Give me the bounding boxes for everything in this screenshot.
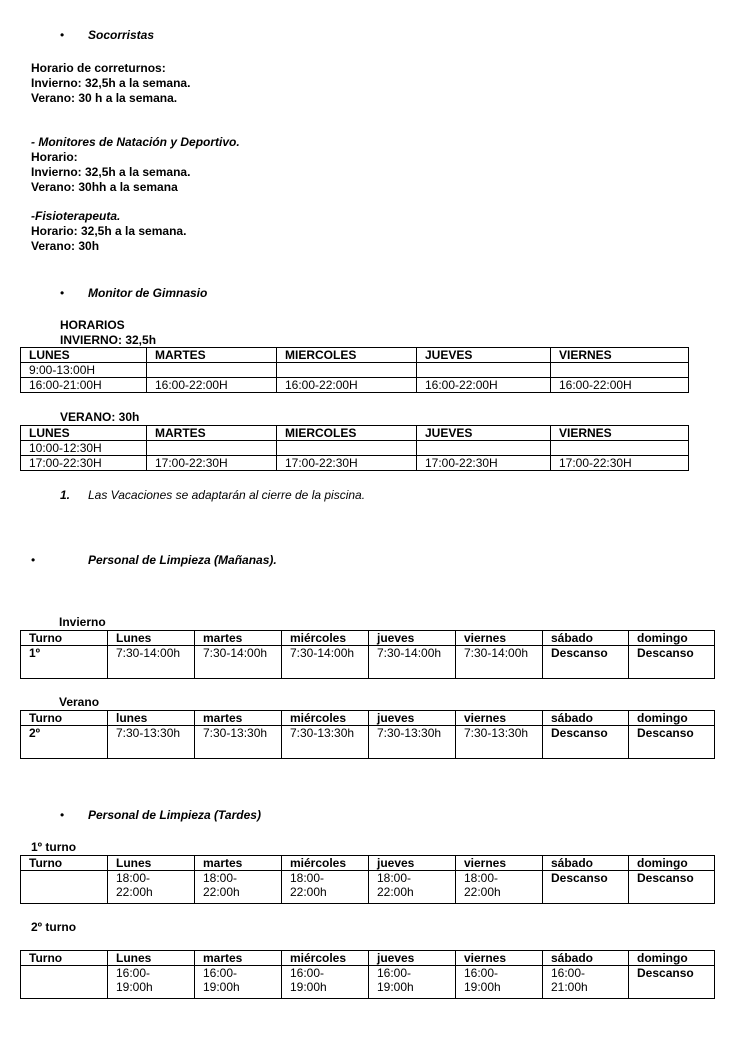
table-header-cell: MARTES — [147, 426, 277, 441]
table-cell: 7:30-13:30h — [108, 726, 195, 759]
table-header-cell: domingo — [629, 951, 715, 966]
table-cell: 7:30-13:30h — [282, 726, 369, 759]
table-cell: 16:00-22:00H — [417, 378, 551, 393]
table-cell: 18:00- 22:00h — [282, 871, 369, 904]
table-header-cell: JUEVES — [417, 426, 551, 441]
table-cell: 18:00- 22:00h — [195, 871, 282, 904]
table-cell — [277, 441, 417, 456]
section-title: Personal de Limpieza (Tardes) — [88, 808, 261, 822]
bullet-icon: • — [60, 808, 65, 822]
table-header-cell: miércoles — [282, 631, 369, 646]
table-cell: 2º — [21, 726, 108, 759]
table-header-cell: miércoles — [282, 951, 369, 966]
table-header-cell: LUNES — [21, 348, 147, 363]
table-header-cell: martes — [195, 856, 282, 871]
table-header-cell: Lunes — [108, 951, 195, 966]
table-cell: 7:30-13:30h — [195, 726, 282, 759]
turno1-label: 1º turno — [31, 840, 77, 854]
table-cell — [147, 441, 277, 456]
table-cell: Descanso — [543, 646, 629, 679]
table-row — [21, 441, 689, 456]
table-cell: 16:00- 19:00h — [195, 966, 282, 999]
table-header-cell: MIERCOLES — [277, 426, 417, 441]
table-cell: 1º — [21, 646, 108, 679]
bullet-icon: • — [60, 286, 65, 300]
table-cell: 7:30-14:00h — [282, 646, 369, 679]
table-cell: Descanso — [629, 966, 715, 999]
table-header-cell: miércoles — [282, 711, 369, 726]
table-header-row — [21, 711, 715, 726]
table-header-cell: sábado — [543, 631, 629, 646]
note-number: 1. — [60, 488, 71, 502]
table-row — [21, 966, 715, 999]
text-line: Horario: — [31, 150, 78, 164]
limpieza-tarde-turno1-table — [20, 855, 715, 904]
table-header-cell: jueves — [369, 856, 456, 871]
table-header-cell: Turno — [21, 711, 108, 726]
table-header-cell: domingo — [629, 856, 715, 871]
table-cell — [147, 363, 277, 378]
table-cell: 18:00- 22:00h — [456, 871, 543, 904]
vacaciones-note — [60, 488, 366, 502]
table-header-cell: viernes — [456, 951, 543, 966]
text-line: Verano: 30h — [31, 239, 100, 253]
table-row — [21, 456, 689, 471]
table-header-cell: Lunes — [108, 856, 195, 871]
table-cell: 9:00-13:00H — [21, 363, 147, 378]
table-row — [21, 871, 715, 904]
table-header-row — [21, 348, 689, 363]
table-cell: 17:00-22:30H — [417, 456, 551, 471]
text-line: Invierno: 32,5h a la semana. — [31, 165, 191, 179]
table-cell: 7:30-14:00h — [456, 646, 543, 679]
text-line: Horario: 32,5h a la semana. — [31, 224, 187, 238]
table-cell — [417, 441, 551, 456]
table-header-cell: domingo — [629, 631, 715, 646]
table-header-cell: VIERNES — [551, 426, 689, 441]
gimnasio-verano-table — [20, 425, 689, 471]
table-cell: 10:00-12:30H — [21, 441, 147, 456]
text-line: Horario de correturnos: — [31, 61, 166, 75]
bullet-icon: • — [60, 28, 65, 42]
table-cell — [21, 966, 108, 999]
table-cell: 17:00-22:30H — [277, 456, 417, 471]
table-header-cell: Turno — [21, 856, 108, 871]
table-header-cell: LUNES — [21, 426, 147, 441]
table-row — [21, 363, 689, 378]
table-header-row — [21, 856, 715, 871]
table-header-cell: domingo — [629, 711, 715, 726]
table-header-cell: viernes — [456, 711, 543, 726]
table-header-row — [21, 631, 715, 646]
table-header-cell: jueves — [369, 631, 456, 646]
verano-label: Verano — [59, 695, 100, 709]
table-cell: 16:00- 19:00h — [456, 966, 543, 999]
table-cell — [551, 363, 689, 378]
table-header-cell: Turno — [21, 631, 108, 646]
table-header-cell: jueves — [369, 951, 456, 966]
table-header-cell: sábado — [543, 856, 629, 871]
limpieza-manana-invierno-table — [20, 630, 715, 679]
table-cell: 16:00- 19:00h — [108, 966, 195, 999]
table-header-cell: sábado — [543, 711, 629, 726]
table-cell — [417, 363, 551, 378]
turno2-label: 2º turno — [31, 920, 77, 934]
table-cell — [277, 363, 417, 378]
invierno-label: INVIERNO: 32,5h — [60, 333, 157, 347]
fisio-heading: -Fisioterapeuta. — [31, 209, 121, 223]
table-cell: Descanso — [629, 646, 715, 679]
table-cell: 7:30-14:00h — [108, 646, 195, 679]
section-title: Monitor de Gimnasio — [88, 286, 208, 300]
table-row — [21, 646, 715, 679]
note-text: Las Vacaciones se adaptarán al cierre de la piscina. — [88, 488, 366, 502]
gimnasio-invierno-table — [20, 347, 689, 393]
table-cell: 17:00-22:30H — [551, 456, 689, 471]
table-cell: 16:00-21:00H — [21, 378, 147, 393]
table-cell: Descanso — [629, 726, 715, 759]
table-header-cell: MARTES — [147, 348, 277, 363]
text-line: Verano: 30 h a la semana. — [31, 91, 178, 105]
bullet-icon: • — [31, 553, 36, 567]
table-cell: 16:00-22:00H — [551, 378, 689, 393]
table-cell: 7:30-14:00h — [369, 646, 456, 679]
verano-label: VERANO: 30h — [60, 410, 140, 424]
table-cell: 7:30-14:00h — [195, 646, 282, 679]
table-header-cell: Lunes — [108, 631, 195, 646]
text-line: Invierno: 32,5h a la semana. — [31, 76, 191, 90]
table-cell: 18:00- 22:00h — [108, 871, 195, 904]
table-cell: 16:00- 21:00h — [543, 966, 629, 999]
table-header-cell: MIERCOLES — [277, 348, 417, 363]
text-line: Verano: 30hh a la semana — [31, 180, 178, 194]
table-cell: 16:00- 19:00h — [369, 966, 456, 999]
table-cell: Descanso — [543, 726, 629, 759]
monitores-heading: - Monitores de Natación y Deportivo. — [31, 135, 240, 149]
table-header-cell: Turno — [21, 951, 108, 966]
table-header-cell: miércoles — [282, 856, 369, 871]
table-cell: Descanso — [629, 871, 715, 904]
table-cell: 16:00-22:00H — [277, 378, 417, 393]
table-header-cell: jueves — [369, 711, 456, 726]
table-header-cell: sábado — [543, 951, 629, 966]
table-cell — [551, 441, 689, 456]
table-header-cell: lunes — [108, 711, 195, 726]
limpieza-tarde-turno2-table — [20, 950, 715, 999]
table-header-cell: martes — [195, 631, 282, 646]
table-header-cell: martes — [195, 711, 282, 726]
section-title: Personal de Limpieza (Mañanas). — [88, 553, 277, 567]
table-header-row — [21, 426, 689, 441]
table-header-cell: VIERNES — [551, 348, 689, 363]
table-cell: 7:30-13:30h — [369, 726, 456, 759]
table-cell: Descanso — [543, 871, 629, 904]
table-cell: 17:00-22:30H — [147, 456, 277, 471]
section-title: Socorristas — [88, 28, 155, 42]
table-cell: 18:00- 22:00h — [369, 871, 456, 904]
table-cell — [21, 871, 108, 904]
table-cell: 16:00- 19:00h — [282, 966, 369, 999]
table-cell: 17:00-22:30H — [21, 456, 147, 471]
table-header-cell: viernes — [456, 856, 543, 871]
invierno-label: Invierno — [59, 615, 106, 629]
table-cell: 7:30-13:30h — [456, 726, 543, 759]
table-header-row — [21, 951, 715, 966]
table-header-cell: martes — [195, 951, 282, 966]
table-header-cell: viernes — [456, 631, 543, 646]
limpieza-manana-verano-table — [20, 710, 715, 759]
table-header-cell: JUEVES — [417, 348, 551, 363]
table-row — [21, 726, 715, 759]
horarios-label: HORARIOS — [60, 318, 125, 332]
table-cell: 16:00-22:00H — [147, 378, 277, 393]
table-row — [21, 378, 689, 393]
